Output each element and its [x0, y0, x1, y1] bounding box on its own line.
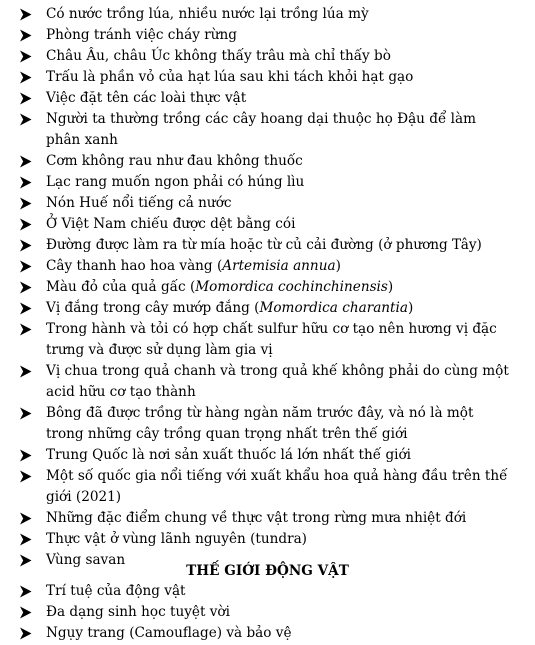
arrow-bullet-icon: [19, 533, 32, 546]
list-item: [46, 25, 514, 46]
arrow-bullet-icon: [19, 155, 32, 168]
arrow-bullet-icon: [19, 512, 32, 525]
arrow-bullet-icon: [19, 50, 32, 63]
list-item-text: Phòng tránh việc cháy rừng: [46, 27, 237, 43]
arrow-bullet-icon: [19, 260, 32, 273]
arrow-bullet-icon: [19, 407, 32, 420]
animal-topics-list: [46, 581, 514, 644]
list-item-suffix: ): [407, 300, 414, 316]
list-item-text: Thực vật ở vùng lãnh nguyên (tundra): [46, 531, 307, 547]
arrow-bullet-icon: [19, 281, 32, 294]
list-item: [46, 445, 514, 466]
list-item: [46, 602, 514, 623]
list-item-text: Cơm không rau như đau không thuốc: [46, 153, 303, 169]
list-item-text: Có nước trồng lúa, nhiều nước lại trồng lúa mỳ: [46, 6, 369, 22]
list-item: [46, 109, 514, 151]
arrow-bullet-icon: [19, 365, 32, 378]
list-item: [46, 193, 514, 214]
arrow-bullet-icon: [19, 8, 32, 21]
arrow-bullet-icon: [19, 585, 32, 598]
list-item-text: Việc đặt tên các loài thực vật: [46, 90, 247, 106]
list-item: [46, 403, 514, 445]
list-item-text: Châu Âu, châu Úc không thấy trâu mà chỉ thấy bò: [46, 48, 391, 64]
list-item: [46, 466, 514, 508]
arrow-bullet-icon: [19, 113, 32, 126]
list-item-text: Người ta thường trồng các cây hoang dại thuộc họ Đậu để làm phân xanh: [46, 111, 476, 148]
arrow-bullet-icon: [19, 449, 32, 462]
arrow-bullet-icon: [19, 627, 32, 640]
section-title: THẾ GIỚI ĐỘNG VẬT: [186, 563, 349, 579]
arrow-bullet-icon: [19, 239, 32, 252]
list-item: [46, 361, 514, 403]
list-item: [46, 256, 514, 277]
arrow-bullet-icon: [19, 176, 32, 189]
list-item-text: Lạc rang muốn ngon phải có húng lìu: [46, 174, 305, 190]
scientific-name: Momordica cochinchinensis: [195, 279, 388, 295]
list-item-text: Ngụy trang (Camouflage) và bảo vệ: [46, 625, 292, 641]
list-item-text: Vị chua trong quả chanh và trong quả khế không phải do cùng một acid hữu cơ tạo thành: [46, 363, 509, 400]
list-item-suffix: ): [387, 279, 394, 295]
list-item: [46, 88, 514, 109]
list-item: [46, 277, 514, 298]
arrow-bullet-icon: [19, 92, 32, 105]
list-item-text: Đường được làm ra từ mía hoặc từ củ cải đường (ở phương Tây): [46, 237, 482, 253]
list-item-text: Nón Huế nổi tiếng cả nước: [46, 195, 232, 211]
list-item-text: Màu đỏ của quả gấc (: [46, 279, 196, 295]
list-item: [46, 529, 514, 550]
list-item: [46, 67, 514, 88]
list-item: [46, 581, 514, 602]
list-item-text: Vùng savan: [46, 552, 126, 568]
list-item: [46, 214, 514, 235]
plant-topics-list: [46, 4, 514, 571]
list-item: [46, 623, 514, 644]
arrow-bullet-icon: [19, 71, 32, 84]
list-item-text: Trí tuệ của động vật: [46, 583, 186, 599]
list-item-text: Trung Quốc là nơi sản xuất thuốc lá lớn nhất thế giới: [46, 447, 412, 463]
list-item: [46, 4, 514, 25]
arrow-bullet-icon: [19, 29, 32, 42]
list-item-suffix: ): [335, 258, 341, 274]
arrow-bullet-icon: [19, 606, 32, 619]
arrow-bullet-icon: [19, 218, 32, 231]
list-item: [46, 319, 514, 361]
arrow-bullet-icon: [19, 323, 32, 336]
scientific-name: Artemisia annua: [222, 258, 336, 274]
list-item: [46, 172, 514, 193]
list-item-text: Những đặc điểm chung về thực vật trong rừng mưa nhiệt đới: [46, 510, 467, 526]
list-item: [46, 298, 514, 319]
list-item-text: Vị đắng trong cây mướp đắng (: [46, 300, 260, 316]
arrow-bullet-icon: [19, 302, 32, 315]
list-item: [46, 151, 514, 172]
list-item-text: Cây thanh hao hoa vàng (: [46, 258, 223, 274]
list-item-text: Đa dạng sinh học tuyệt vời: [46, 604, 230, 620]
scientific-name: Momordica charantia: [259, 300, 408, 316]
list-item: [46, 235, 514, 256]
list-item-text: Ở Việt Nam chiếu được dệt bằng cói: [46, 216, 296, 232]
list-item-text: Một số quốc gia nổi tiếng với xuất khẩu hoa quả hàng đầu trên thế giới (2021): [46, 468, 508, 505]
list-item-text: Trấu là phần vỏ của hạt lúa sau khi tách khỏi hạt gạo: [46, 69, 414, 85]
arrow-bullet-icon: [19, 197, 32, 210]
list-item-text: Bông đã được trồng từ hàng ngàn năm trước đây, và nó là một trong những cây trồng quan trọng nhất trên thế giới: [46, 405, 474, 442]
list-item: [46, 508, 514, 529]
arrow-bullet-icon: [19, 470, 32, 483]
list-item-text: Trong hành và tỏi có hợp chất sulfur hữu cơ tạo nên hương vị đặc trưng và được sử dụng làm gia vị: [46, 321, 497, 358]
list-item: [46, 46, 514, 67]
